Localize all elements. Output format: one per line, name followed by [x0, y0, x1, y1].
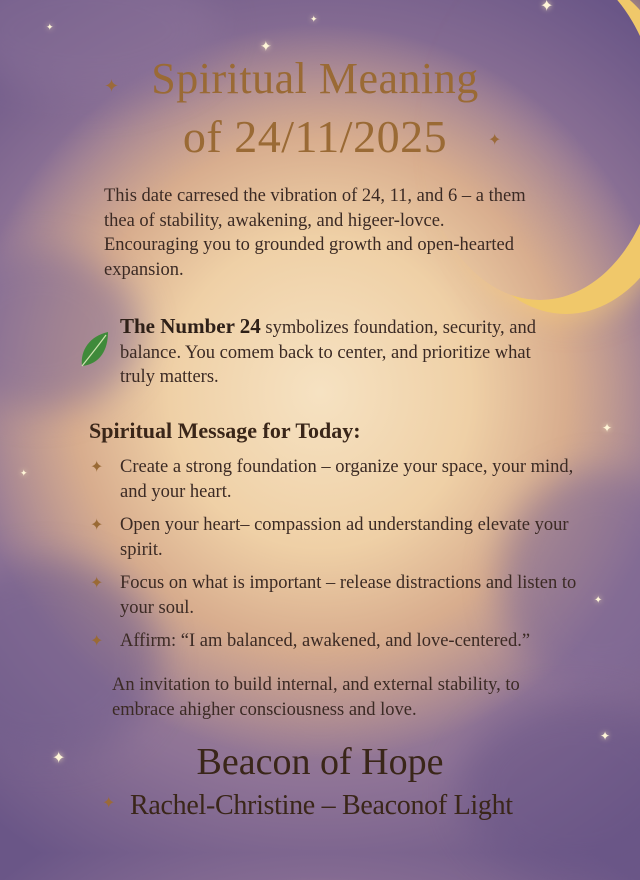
sparkle-star-icon: ✦ — [602, 421, 613, 435]
number-24-section — [120, 314, 570, 390]
sparkle-bullet-icon: ✦ — [90, 633, 104, 650]
list-item — [90, 629, 590, 654]
sparkle-star-icon: ✦ — [594, 595, 603, 606]
signature-name: Beacon of Hope — [196, 741, 444, 783]
sparkle-bullet-icon: ✦ — [90, 517, 104, 534]
list-item — [90, 455, 590, 505]
list-item-text: Open your heart– compassion ad understanding elevate your spirit. — [120, 515, 569, 560]
sparkle-star-icon: ✦ — [52, 748, 66, 767]
leaf-icon — [78, 330, 110, 370]
sparkle-star-icon: ✦ — [260, 39, 272, 55]
list-item — [90, 571, 590, 621]
sparkle-star-icon: ✦ — [104, 76, 120, 97]
list-item-text: Focus on what is important – release distractions and listen to your soul. — [120, 573, 577, 618]
number-24-text: symbolizes foundation, security, and balance. You comem back to center, and prioritize what truly matters. — [120, 318, 537, 387]
closing-paragraph: An invitation to build internal, and external stability, to embrace ahigher consciousness and love. — [112, 675, 520, 720]
sparkle-star-icon: ✦ — [540, 0, 554, 15]
sparkle-star-icon: ✦ — [46, 23, 54, 33]
list-item-text: Create a strong foundation – organize your space, your mind, and your heart. — [120, 457, 574, 502]
page-title-line2: of 24/11/2025 — [182, 111, 448, 162]
sparkle-star-icon: ✦ — [102, 793, 116, 812]
sparkle-star-icon: ✦ — [488, 130, 502, 149]
list-item-text: Affirm: “I am balanced, awakened, and love-centered.” — [120, 631, 531, 651]
sparkle-star-icon: ✦ — [600, 729, 611, 743]
list-item — [90, 513, 590, 563]
number-24-heading: The Number 24 — [120, 314, 261, 338]
sparkle-star-icon: ✦ — [20, 469, 28, 479]
message-heading: Spiritual Message for Today: — [89, 418, 361, 443]
intro-paragraph: This date carresed the vibration of 24, 11, and 6 – a them thea of stability, awakening, and higeer-lovce. Encouraging you to grounded growth and open-hearted expansion. — [104, 186, 526, 280]
sparkle-star-icon: ✦ — [310, 15, 318, 25]
signature-byline: Rachel-Christine – Beaconof Light — [130, 790, 513, 821]
sparkle-bullet-icon: ✦ — [90, 575, 104, 592]
message-list — [90, 455, 590, 662]
page-title-line1: Spiritual Meaning — [151, 54, 479, 103]
sparkle-bullet-icon: ✦ — [90, 459, 104, 476]
